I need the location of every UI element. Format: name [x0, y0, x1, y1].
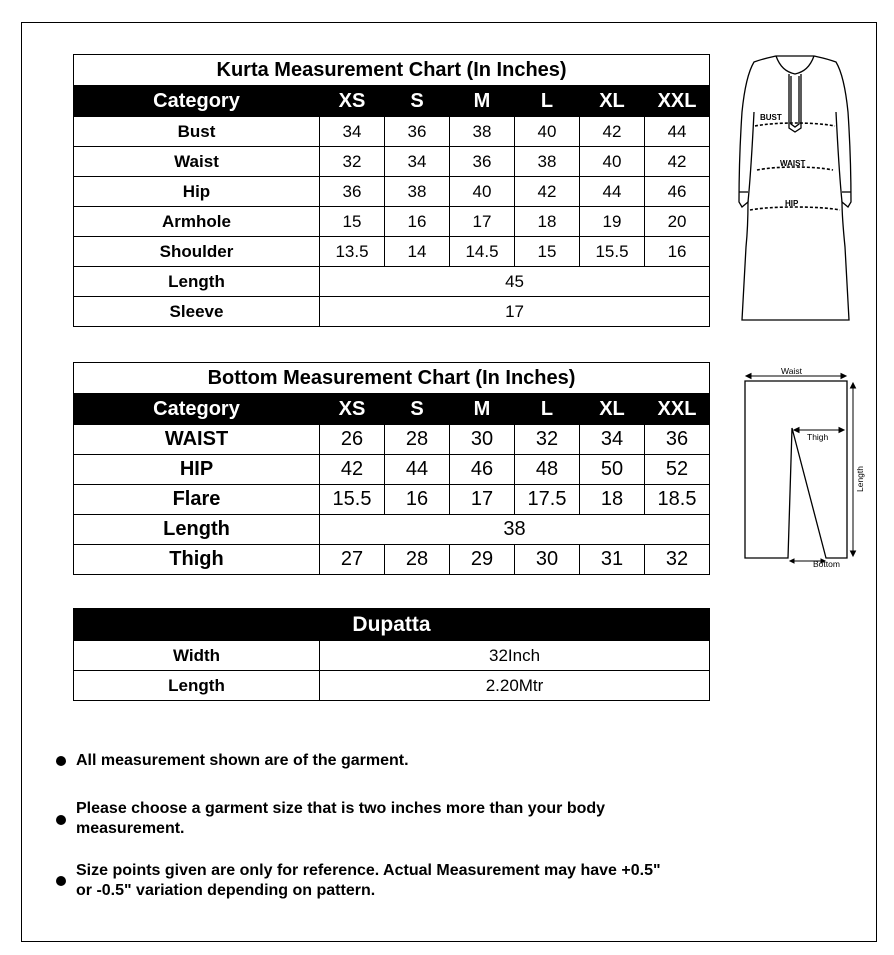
note-bullet [56, 876, 66, 886]
row-value: 42 [580, 117, 645, 147]
bottom-thigh-label: Thigh [807, 432, 829, 442]
note-bullet [56, 756, 66, 766]
row-value: 20 [645, 207, 710, 237]
row-value: 16 [385, 207, 450, 237]
row-value: 44 [580, 177, 645, 207]
row-value: 40 [515, 117, 580, 147]
header-size: XL [580, 86, 645, 117]
row-value: 30 [515, 545, 580, 575]
row-value: 38 [515, 147, 580, 177]
header-size: M [450, 394, 515, 425]
row-label: Sleeve [74, 297, 320, 327]
header-size: M [450, 86, 515, 117]
row-value: 42 [645, 147, 710, 177]
dupatta-length-label: Length [74, 671, 320, 701]
bottom-illustration [738, 364, 868, 574]
header-size: L [515, 86, 580, 117]
row-value: 32 [515, 425, 580, 455]
row-label: Waist [74, 147, 320, 177]
row-value: 32 [320, 147, 385, 177]
kurta-bust-label: BUST [760, 113, 782, 122]
row-value: 38 [320, 515, 710, 545]
row-value: 16 [645, 237, 710, 267]
bottom-bottom-label: Bottom [813, 559, 840, 569]
row-value: 32 [645, 545, 710, 575]
table-row [74, 237, 710, 267]
row-value: 36 [450, 147, 515, 177]
row-label: Thigh [74, 545, 320, 575]
dupatta-chart [73, 608, 710, 701]
row-value: 36 [320, 177, 385, 207]
row-value: 17 [450, 485, 515, 515]
row-value: 29 [450, 545, 515, 575]
row-value: 44 [645, 117, 710, 147]
row-value: 17 [450, 207, 515, 237]
note-3: Size points given are only for reference. Actual Measurement may have +0.5" or -0.5" variation depending on pattern. [76, 862, 661, 899]
row-value: 26 [320, 425, 385, 455]
dupatta-width-value: 32Inch [320, 641, 710, 671]
row-value: 42 [320, 455, 385, 485]
row-label: Flare [74, 485, 320, 515]
row-value: 34 [580, 425, 645, 455]
header-size: S [385, 86, 450, 117]
table-row [74, 207, 710, 237]
row-value: 15.5 [580, 237, 645, 267]
row-value: 18 [515, 207, 580, 237]
header-size: XXL [645, 394, 710, 425]
row-value: 48 [515, 455, 580, 485]
kurta-chart-title: Kurta Measurement Chart (In Inches) [74, 55, 710, 86]
row-label: HIP [74, 455, 320, 485]
row-value: 13.5 [320, 237, 385, 267]
header-size: XXL [645, 86, 710, 117]
dupatta-title: Dupatta [74, 609, 710, 641]
table-row [74, 455, 710, 485]
header-size: XS [320, 394, 385, 425]
dupatta-length-value: 2.20Mtr [320, 671, 710, 701]
row-value: 18.5 [645, 485, 710, 515]
bottom-chart-title: Bottom Measurement Chart (In Inches) [74, 363, 710, 394]
table-row [74, 425, 710, 455]
row-value: 19 [580, 207, 645, 237]
row-value: 14.5 [450, 237, 515, 267]
row-value: 34 [385, 147, 450, 177]
kurta-illustration [730, 52, 860, 330]
table-row [74, 515, 710, 545]
row-value: 38 [450, 117, 515, 147]
row-label: Bust [74, 117, 320, 147]
kurta-waist-label: WAIST [780, 159, 806, 168]
row-value: 28 [385, 545, 450, 575]
row-value: 17 [320, 297, 710, 327]
row-value: 50 [580, 455, 645, 485]
table-row [74, 545, 710, 575]
header-category: Category [74, 86, 320, 117]
dupatta-width-label: Width [74, 641, 320, 671]
row-value: 31 [580, 545, 645, 575]
row-label: Length [74, 515, 320, 545]
row-label: Hip [74, 177, 320, 207]
table-row [74, 485, 710, 515]
table-row [74, 147, 710, 177]
table-row [74, 267, 710, 297]
header-size: S [385, 394, 450, 425]
row-value: 36 [645, 425, 710, 455]
bottom-chart [73, 362, 710, 575]
header-category: Category [74, 394, 320, 425]
row-value: 15 [515, 237, 580, 267]
note-1: All measurement shown are of the garment. [76, 752, 409, 769]
kurta-hip-label: HIP [785, 199, 799, 208]
row-value: 30 [450, 425, 515, 455]
row-value: 38 [385, 177, 450, 207]
row-value: 44 [385, 455, 450, 485]
row-value: 42 [515, 177, 580, 207]
row-value: 17.5 [515, 485, 580, 515]
row-value: 14 [385, 237, 450, 267]
note-2: Please choose a garment size that is two inches more than your body measurement. [76, 800, 606, 837]
header-size: XS [320, 86, 385, 117]
row-label: Armhole [74, 207, 320, 237]
bottom-waist-label: Waist [781, 366, 802, 376]
header-size: XL [580, 394, 645, 425]
bottom-length-label: Length [855, 466, 865, 492]
row-value: 15 [320, 207, 385, 237]
row-value: 46 [450, 455, 515, 485]
row-value: 36 [385, 117, 450, 147]
row-value: 40 [450, 177, 515, 207]
row-value: 15.5 [320, 485, 385, 515]
table-row [74, 177, 710, 207]
row-value: 34 [320, 117, 385, 147]
row-value: 52 [645, 455, 710, 485]
row-value: 46 [645, 177, 710, 207]
row-value: 45 [320, 267, 710, 297]
table-row [74, 117, 710, 147]
row-value: 27 [320, 545, 385, 575]
row-label: WAIST [74, 425, 320, 455]
row-value: 18 [580, 485, 645, 515]
table-row [74, 297, 710, 327]
header-size: L [515, 394, 580, 425]
row-label: Length [74, 267, 320, 297]
kurta-chart [73, 54, 710, 327]
row-value: 16 [385, 485, 450, 515]
row-value: 28 [385, 425, 450, 455]
row-label: Shoulder [74, 237, 320, 267]
row-value: 40 [580, 147, 645, 177]
note-bullet [56, 815, 66, 825]
